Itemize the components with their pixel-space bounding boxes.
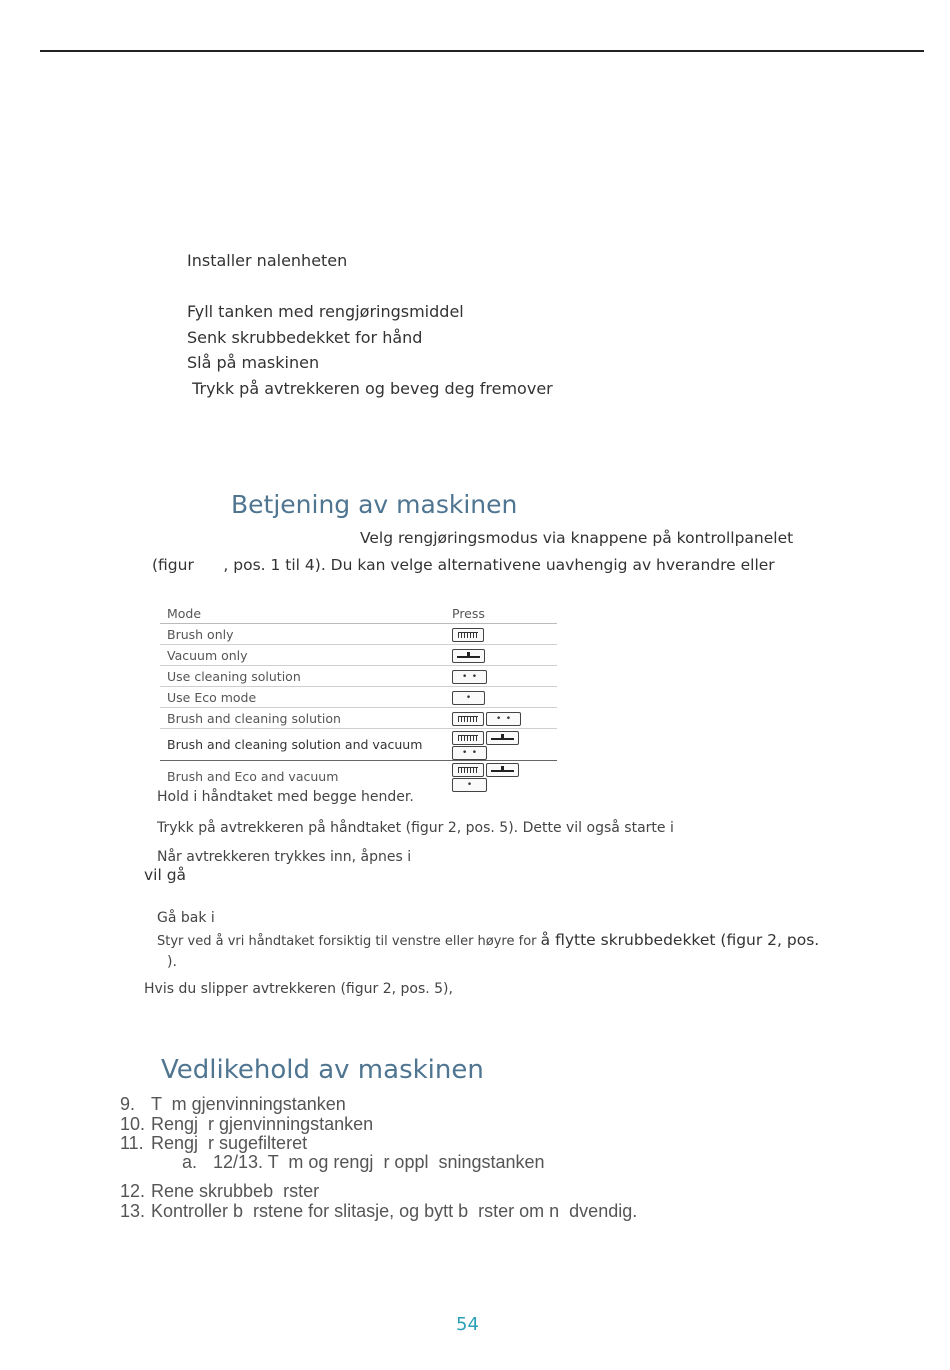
table-row <box>160 761 557 793</box>
maintenance-item-number: a. <box>182 1152 198 1172</box>
table-row <box>160 708 557 729</box>
table-row <box>160 729 557 761</box>
mode-cell: Use cleaning solution <box>160 666 452 687</box>
header-press: Press <box>452 603 557 624</box>
mode-table <box>160 603 557 792</box>
operation-intro-line2: (figur , pos. 1 til 4). Du kan velge alternativene uavhengig av hverandre eller <box>152 556 775 574</box>
operation-intro-line1: Velg rengjøringsmodus via knappene på kontrollpanelet <box>360 529 794 547</box>
header-mode: Mode <box>160 603 452 624</box>
press-cell <box>452 708 557 729</box>
press-cell <box>452 687 557 708</box>
instruction-will-go: vil gå <box>144 866 187 884</box>
mode-cell: Vacuum only <box>160 645 452 666</box>
instruction-steer <box>157 930 819 949</box>
brush-icon <box>452 763 484 777</box>
instruction-release: Hvis du slipper avtrekkeren (figur 2, pos. 5), <box>144 981 453 997</box>
vacuum-icon <box>452 649 485 663</box>
step-press-trigger: Trykk på avtrekkeren og beveg deg fremover <box>187 379 553 398</box>
press-cell <box>452 761 557 793</box>
double-drop-icon: • • <box>486 712 521 726</box>
maintenance-heading: Vedlikehold av maskinen <box>161 1055 484 1085</box>
mode-cell: Brush and cleaning solution and vacuum <box>160 729 452 761</box>
instruction-hold: Hold i håndtaket med begge hender. <box>157 789 414 805</box>
double-drop-icon: • • <box>452 670 487 684</box>
maintenance-item-number: 9. <box>120 1094 136 1114</box>
mode-cell: Brush and Eco and vacuum <box>167 769 339 784</box>
top-rule <box>40 50 924 52</box>
instruction-when-pressed: Når avtrekkeren trykkes inn, åpnes i <box>157 849 412 865</box>
operation-heading: Betjening av maskinen <box>231 490 518 519</box>
maintenance-item <box>120 1114 373 1135</box>
instruction-steer-small: Styr ved å vri håndtaket forsiktig til venstre eller høyre for <box>157 934 541 949</box>
instruction-steer-end: ). <box>167 954 177 970</box>
step-install: Installer nalenheten <box>187 251 348 270</box>
table-row <box>160 645 557 666</box>
instruction-go-back: Gå bak i <box>157 910 215 926</box>
press-cell <box>452 624 557 645</box>
maintenance-item-text: Rene skrubbeb rster <box>151 1181 320 1201</box>
maintenance-item-text: T m gjenvinningstanken <box>151 1094 346 1114</box>
maintenance-item <box>120 1201 637 1222</box>
maintenance-item-number: 10. <box>120 1114 146 1134</box>
table-row <box>160 687 557 708</box>
maintenance-subitem <box>182 1152 545 1173</box>
maintenance-item-number: 13. <box>120 1201 146 1221</box>
brush-icon <box>452 712 484 726</box>
maintenance-item <box>120 1181 319 1202</box>
maintenance-item-text: Rengj r gjenvinningstanken <box>151 1114 374 1134</box>
maintenance-item-text: Kontroller b rstene for slitasje, og bytt b rster om n dvendig. <box>151 1201 638 1221</box>
maintenance-item <box>120 1133 307 1154</box>
double-drop-icon: • • <box>452 746 487 760</box>
maintenance-item-text: Rengj r sugefilteret <box>151 1133 308 1153</box>
press-cell <box>452 645 557 666</box>
single-drop-icon: • <box>452 691 485 705</box>
brush-icon <box>452 731 484 745</box>
table-header-row <box>160 603 557 624</box>
maintenance-item-number: 11. <box>120 1133 144 1153</box>
mode-cell: Use Eco mode <box>160 687 452 708</box>
vacuum-icon <box>486 731 519 745</box>
instruction-trigger: Trykk på avtrekkeren på håndtaket (figur 2, pos. 5). Dette vil også starte i <box>157 820 674 836</box>
table-row <box>160 624 557 645</box>
single-drop-icon: • <box>452 778 487 792</box>
mode-cell: Brush only <box>160 624 452 645</box>
press-cell <box>452 729 557 761</box>
maintenance-item-text: 12/13. T m og rengj r oppl sningstanken <box>213 1152 545 1172</box>
brush-icon <box>452 628 484 642</box>
step-lower-deck: Senk skrubbedekket for hånd <box>187 328 423 347</box>
vacuum-icon <box>486 763 519 777</box>
mode-cell: Brush and cleaning solution <box>160 708 452 729</box>
page-number: 54 <box>456 1314 479 1335</box>
press-cell <box>452 666 557 687</box>
step-fill-tank: Fyll tanken med rengjøringsmiddel <box>187 302 464 321</box>
step-power-on: Slå på maskinen <box>187 353 320 372</box>
maintenance-item-number: 12. <box>120 1181 146 1201</box>
maintenance-item <box>120 1094 346 1115</box>
table-row <box>160 666 557 687</box>
instruction-steer-large: å flytte skrubbedekket (figur 2, pos. <box>540 931 820 949</box>
